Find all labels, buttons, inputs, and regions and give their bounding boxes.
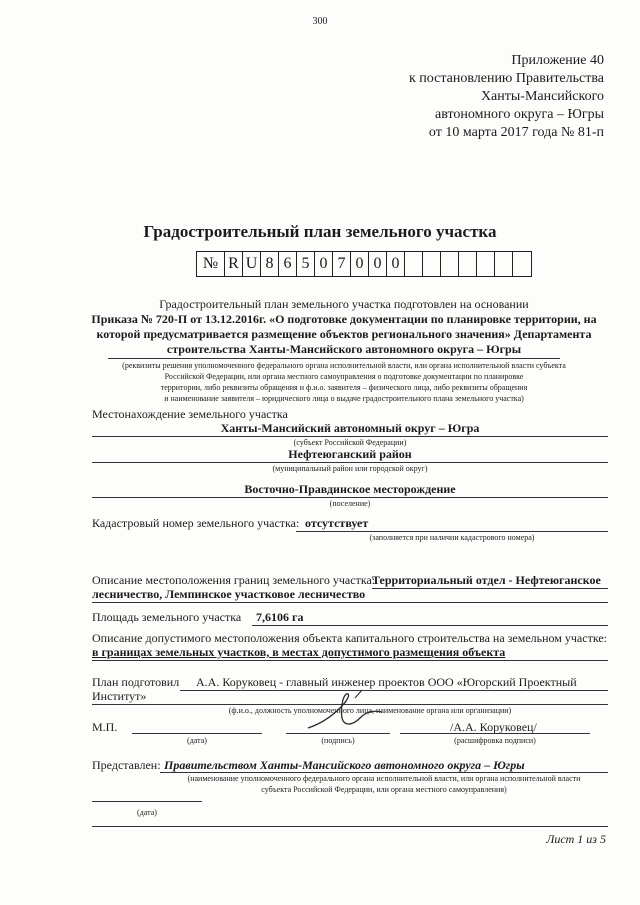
prepared-value: Институт» bbox=[92, 689, 147, 703]
appendix-line: от 10 марта 2017 года № 81-п bbox=[428, 125, 604, 140]
sheet-counter: Лист 1 из 5 bbox=[546, 832, 606, 846]
number-cell: 0 bbox=[351, 252, 369, 276]
number-cell bbox=[477, 252, 495, 276]
location-district: Нефтеюганский район bbox=[288, 447, 412, 461]
number-cell: 6 bbox=[279, 252, 297, 276]
basis-note bbox=[80, 360, 608, 404]
location-subject: Ханты-Мансийский автономный округ – Югра bbox=[220, 421, 480, 435]
number-cell bbox=[405, 252, 423, 276]
prepared-value: А.А. Коруковец - главный инженер проектов ООО «Югорский Проектный bbox=[196, 675, 577, 689]
number-cell: 8 bbox=[261, 252, 279, 276]
boundaries-label: Описание местоположения границ земельного участка: bbox=[92, 573, 376, 587]
basis-order: Приказа № 720-П от 13.12.2016г. «О подготовке документации по планировке территории, на bbox=[91, 312, 597, 326]
location-settlement: Восточно-Правдинское месторождение bbox=[244, 482, 456, 496]
cadastral-value: отсутствует bbox=[305, 516, 369, 530]
number-cell bbox=[459, 252, 477, 276]
plan-number-grid bbox=[196, 251, 532, 277]
subject-note: (субъект Российской Федерации) bbox=[293, 438, 407, 447]
underline bbox=[92, 602, 608, 603]
note-line: Российской Федерации, или органа местного самоуправления о подготовке документации по планировке bbox=[164, 372, 524, 381]
underline bbox=[180, 690, 608, 691]
submitted-label: Представлен: bbox=[92, 758, 161, 772]
underline bbox=[132, 733, 262, 734]
submitted-value: Правительством Ханты-Мансийского автономного округа – Югры bbox=[164, 758, 525, 772]
boundaries-value: лесничество, Лемпинское участковое лесничество bbox=[92, 587, 366, 601]
signature-decode-value: /А.А. Коруковец/ bbox=[450, 720, 537, 734]
underline bbox=[108, 358, 560, 359]
appendix-line: Приложение 40 bbox=[511, 53, 604, 68]
number-cell: 7 bbox=[333, 252, 351, 276]
submitted-date-note: (дата) bbox=[137, 808, 157, 817]
date-note: (дата) bbox=[187, 736, 207, 745]
number-sign-cell: № bbox=[197, 252, 225, 276]
appendix-line: к постановлению Правительства bbox=[408, 71, 604, 86]
underline bbox=[92, 660, 608, 661]
basis-department: строительства Ханты-Мансийского автономного округа – Югры bbox=[166, 342, 522, 356]
prepared-label: План подготовил bbox=[92, 675, 180, 689]
boundaries-value: Территориальный отдел - Нефтеюганское bbox=[372, 573, 601, 587]
number-cell: U bbox=[243, 252, 261, 276]
number-cell bbox=[423, 252, 441, 276]
prepared-note: (ф.и.о., должность уполномоченного лица, наименование органа или организации) bbox=[228, 706, 512, 715]
number-cell bbox=[513, 252, 531, 276]
number-cell: 5 bbox=[297, 252, 315, 276]
settlement-note: (поселение) bbox=[329, 499, 371, 508]
district-note: (муниципальный район или городской округ) bbox=[272, 464, 428, 473]
allowed-label: Описание допустимого местоположения объекта капитального строительства на земельном участке: bbox=[92, 631, 608, 645]
location-label: Местонахождение земельного участка bbox=[92, 407, 288, 421]
cadastral-label: Кадастровый номер земельного участка: bbox=[92, 516, 300, 530]
number-cell: R bbox=[225, 252, 243, 276]
note-line: (реквизиты решения уполномоченного федерального органа исполнительной власти, или органа исполнительной власти субъекта bbox=[122, 361, 566, 370]
underline bbox=[92, 801, 202, 802]
appendix-block bbox=[409, 52, 604, 142]
number-cell: 0 bbox=[369, 252, 387, 276]
underline bbox=[400, 733, 590, 734]
appendix-line: Ханты-Мансийского bbox=[480, 89, 604, 104]
note-line: субъекта Российской Федерации, или органа местного самоуправления) bbox=[261, 785, 507, 794]
basis-line: Градостроительный план земельного участка подготовлен на основании bbox=[159, 297, 529, 311]
area-value: 7,6106 га bbox=[256, 610, 304, 624]
footer-line bbox=[92, 826, 608, 827]
handwritten-signature bbox=[300, 688, 390, 738]
page-number: 300 bbox=[312, 16, 328, 27]
note-line: (наименование уполномоченного федерального органа исполнительной власти, или органа исполнительной власти bbox=[187, 774, 581, 783]
basis-order: которой предусматривается размещение объектов регионального значения» Департамента bbox=[96, 327, 592, 341]
underline bbox=[252, 625, 608, 626]
signature-note: (подпись) bbox=[321, 736, 355, 745]
number-cell: 0 bbox=[387, 252, 405, 276]
document-title: Градостроительный план земельного участка bbox=[143, 222, 497, 241]
allowed-value: в границах земельных участков, в местах допустимого размещения объекта bbox=[92, 645, 506, 659]
number-cell bbox=[495, 252, 513, 276]
basis-block bbox=[80, 297, 608, 357]
appendix-line: автономного округа – Югры bbox=[435, 107, 604, 122]
note-line: и наименование заявителя – юридического лица о выдаче градостроительного плана земельного участка) bbox=[164, 394, 524, 403]
underline bbox=[372, 588, 608, 589]
submitted-note bbox=[160, 773, 608, 795]
cadastral-note: (заполняется при наличии кадастрового номера) bbox=[369, 533, 535, 542]
stamp-place-label: М.П. bbox=[92, 720, 118, 734]
number-cell bbox=[441, 252, 459, 276]
decode-note: (расшифровка подписи) bbox=[454, 736, 536, 745]
number-cell: 0 bbox=[315, 252, 333, 276]
area-label: Площадь земельного участка bbox=[92, 610, 242, 624]
note-line: территории, либо реквизиты обращения и ф.и.о. заявителя – физического лица, либо реквизиты обращения bbox=[160, 383, 528, 392]
